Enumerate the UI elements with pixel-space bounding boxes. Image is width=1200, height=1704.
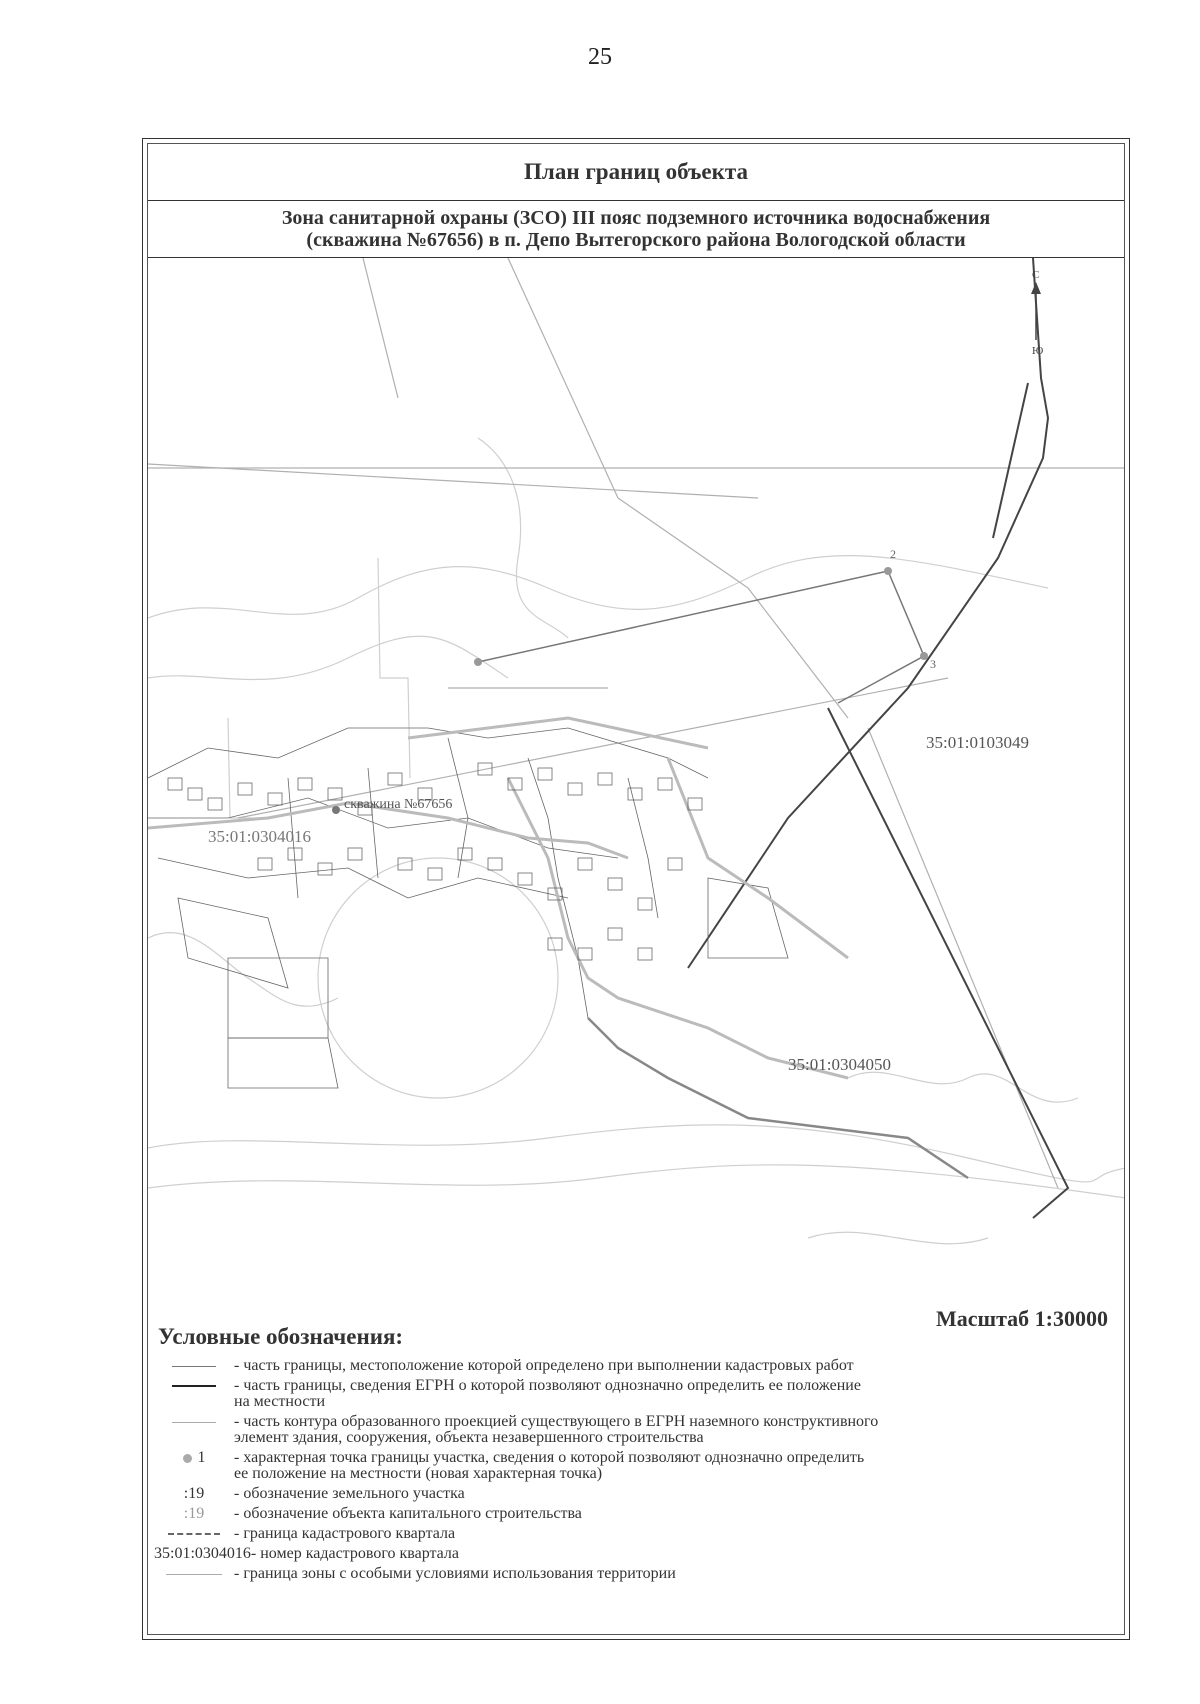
well-label: скважина №67656 bbox=[344, 797, 453, 812]
legend-item-quarter-boundary: - граница кадастрового квартала bbox=[154, 1526, 1118, 1542]
legend-item-cadastral-works-boundary: - часть границы, местоположение которой определено при выполнении кадастровых работ bbox=[154, 1358, 1118, 1374]
legend-point-icon bbox=[183, 1454, 192, 1463]
legend-item-land-plot: :19 - обозначение земельного участка bbox=[183, 1485, 465, 1502]
cadastral-label-0304016: 35:01:0304016 bbox=[208, 827, 311, 846]
zone-lines bbox=[148, 258, 1124, 1188]
svg-text:С: С bbox=[1032, 269, 1040, 281]
road-southeast bbox=[588, 1018, 968, 1178]
cadastral-label-0304050: 35:01:0304050 bbox=[788, 1055, 891, 1074]
legend-item-quarter-number: 35:01:0304016 - номер кадастрового квартала bbox=[154, 1545, 459, 1562]
legend-item-capital-object: :19 - обозначение объекта капитального строительства bbox=[183, 1505, 582, 1522]
legend-quarter-code: 35:01:0304016 bbox=[154, 1545, 251, 1562]
map-subtitle bbox=[148, 201, 1124, 258]
legend-line-thin-icon bbox=[172, 1366, 216, 1367]
legend-line-bold-icon bbox=[172, 1385, 216, 1387]
map-drawing bbox=[148, 258, 1124, 1302]
settlement-buildings bbox=[148, 728, 788, 1088]
map-title: План границ объекта bbox=[148, 144, 1124, 201]
building-blocks bbox=[168, 763, 702, 960]
legend-dashed-line-icon bbox=[168, 1533, 220, 1535]
sanitary-zone-circle bbox=[318, 858, 558, 1098]
well-marker bbox=[332, 806, 340, 814]
subtitle-line-1: Зона санитарной охраны (ЗСО) III пояс подземного источника водоснабжения bbox=[281, 207, 991, 229]
legend-item-egrn-boundary: - часть границы, сведения ЕГРН о которой позволяют однозначно определить ее положение на местности bbox=[154, 1378, 1118, 1410]
legend-title: Условные обозначения: bbox=[158, 1324, 404, 1349]
legend-item-special-zone: - граница зоны с особыми условиями использования территории bbox=[154, 1566, 1118, 1582]
characteristic-points bbox=[474, 567, 928, 666]
zone-polygon bbox=[478, 571, 924, 703]
legend-zone-line-icon bbox=[166, 1574, 222, 1575]
page-number: 25 bbox=[588, 44, 612, 70]
point-label-3: 3 bbox=[930, 657, 936, 671]
subtitle-line-2: (скважина №67656) в п. Депо Вытегорского района Вологодской области bbox=[306, 229, 966, 251]
legend bbox=[154, 1358, 1118, 1586]
map-canvas[interactable] bbox=[148, 258, 1124, 1302]
legend-line-light-icon bbox=[172, 1422, 216, 1423]
cadastral-label-0103049: 35:01:0103049 bbox=[926, 733, 1029, 752]
svg-text:Ю: Ю bbox=[1032, 345, 1044, 357]
legend-item-building-contour: - часть контура образованного проекцией существующего в ЕГРН наземного конструктивного элемент здания, сооружения, объекта незавершенного строительства bbox=[154, 1414, 1118, 1446]
point-label-2: 2 bbox=[890, 547, 896, 561]
legend-item-characteristic-point: 1 - характерная точка границы участка, сведения о которой позволяют однозначно определить ее положение на местности (новая характерная точка) bbox=[154, 1450, 1118, 1482]
settlement-roads bbox=[148, 718, 848, 1078]
map-scale: Масштаб 1:30000 bbox=[935, 1306, 1108, 1331]
map-frame bbox=[142, 138, 1130, 1640]
map-frame-inner bbox=[147, 143, 1125, 1635]
